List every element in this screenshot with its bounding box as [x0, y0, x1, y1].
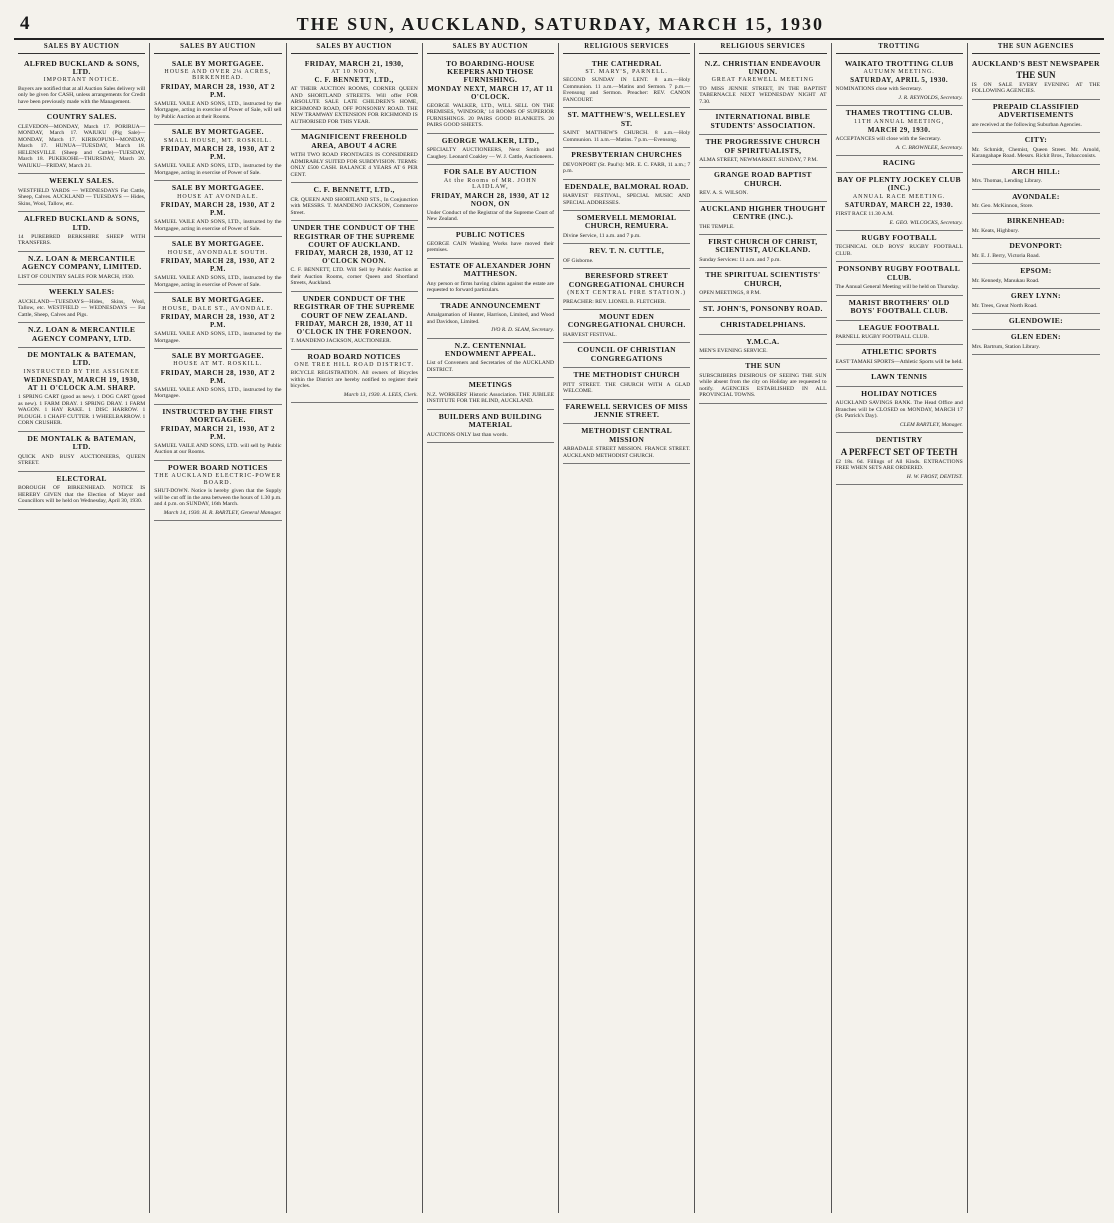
ad-date: FRIDAY, MARCH 28, 1930, AT 2 P.M. [160, 313, 276, 330]
column-heading: SALES BY AUCTION [427, 43, 554, 54]
ad-title: CHRISTADELPHIANS. [720, 320, 806, 330]
ad-title: BUILDERS AND BUILDING MATERIAL [438, 411, 543, 430]
ad-title: TO BOARDING-HOUSE KEEPERS AND THOSE FURNISHING. [446, 58, 535, 85]
advertisement [18, 432, 145, 472]
ad-title: ST. JOHN'S, PONSONBY ROAD. [703, 303, 823, 313]
ad-body: Mr. Trees, Great North Road. [971, 302, 1038, 309]
ad-title: FOR SALE BY AUCTION [443, 167, 537, 177]
ad-title: THE CATHEDRAL [591, 58, 662, 68]
ad-signature: E. GEO. WILCOCKS, Secretary. [889, 219, 963, 226]
ad-body: REV. A. S. WILSON. [699, 190, 748, 197]
ad-title: PUBLIC NOTICES [455, 229, 525, 239]
ad-body: Mr. Geo. McKinnon, Store. [971, 202, 1034, 209]
ad-body: The Annual General Meeting will be held on Thursday. [835, 284, 960, 291]
ad-title: FIRST CHURCH OF CHRIST, SCIENTIST, AUCKLAND. [708, 237, 818, 255]
advertisement [427, 378, 554, 409]
ad-body: AUCKLAND SAVINGS BANK. The Head Office and Branches will be CLOSED on MONDAY, MARCH 17 (St. Patrick's Day). [835, 400, 963, 420]
advertisement [699, 268, 826, 301]
ad-body: £2 18s. 6d. Fillings of All Kinds. EXTRACTIONS FREE WHEN SETS ARE ORDERED. [835, 458, 963, 472]
advertisement [18, 212, 145, 252]
ad-date: FRIDAY, MARCH 21, 1930, AT 2 P.M. [160, 424, 276, 441]
ad-body: Divine Service, 11 a.m. and 7 p.m. [563, 232, 641, 239]
advertisement [699, 135, 826, 168]
advertisement [563, 211, 690, 244]
advertisement [427, 57, 554, 134]
ad-body: ACCEPTANCES will close with the Secretary. [835, 136, 941, 143]
ad-date: MARCH 29, 1930. [867, 126, 931, 135]
ad-body: GEORGE CAIN Washing Works have moved their premises. [426, 240, 554, 254]
advertisement [291, 221, 418, 292]
column-3 [287, 43, 423, 1213]
ad-subtitle: AT 10 NOON, [331, 68, 378, 75]
ad-title: SALE BY MORTGAGEE. [171, 239, 264, 249]
ad-title: THE SPIRITUAL SCIENTISTS' CHURCH, [705, 270, 821, 288]
ad-title: AUCKLAND HIGHER THOUGHT CENTRE (INC.). [700, 203, 826, 222]
ad-title: INTERNATIONAL BIBLE STUDENTS' ASSOCIATION. [710, 112, 816, 130]
ad-body: DEVONPORT (St. Paul's): MR. E. C. FARR, 11 a.m.; 7 p.m. [563, 161, 691, 175]
ad-body: Mrs. Bartrum, Station Library. [971, 343, 1041, 350]
advertisement [972, 190, 1100, 215]
ad-body: 1 SPRING CART (good as new). 1 DOG CART (good as new). 1 FARM DRAY. 1 SPRING DRAY. 1 FARM WAGON. 1 HAY RAKE. 1 DISC HARROW. 1 PLOUGH. 1 CHAFF CUTTER. 1 WHEELBARROW. 1 CORN CRUSHER. [18, 394, 146, 427]
ad-subtitle: INSTRUCTED BY THE ASSIGNEE [23, 368, 140, 375]
advertisement [699, 318, 826, 334]
advertisement [972, 165, 1100, 190]
ad-subtitle: ANNUAL RACE MEETING. [852, 193, 946, 200]
ad-title: GLENDOWIE: [1008, 316, 1063, 326]
advertisement [154, 57, 281, 126]
masthead-spacer [1091, 18, 1096, 35]
ad-title: THE METHODIST CHURCH [573, 370, 680, 380]
advertisement [563, 343, 690, 368]
advertisement [836, 156, 963, 172]
ad-title: METHODIST CENTRAL MISSION [581, 426, 673, 444]
ad-title: ELECTORAL [56, 473, 107, 483]
ad-body: WITH TWO ROAD FRONTAGES IS CONSIDERED ADMIRABLY SUITED FOR SUBDIVISION. TERMS: ONLY £500 CASH. BALANCE 4 YEARS AT 6 PER CENT. [290, 152, 418, 178]
ad-body: SUBSCRIBERS DESIROUS OF SEEING THE SUN while absent from the city on Holiday are requested to notify. AGENCIES ESTABLISHED IN ALL PROVINCIAL TOWNS. [699, 372, 827, 399]
ad-body: PARNELL RUGBY FOOTBALL CLUB. [835, 333, 929, 340]
ad-body: HARVEST FESTIVAL, SPECIAL MUSIC AND SPECIAL ADDRESSES. [563, 193, 691, 206]
ad-body: BOROUGH OF BIRKENHEAD. NOTICE IS HEREBY GIVEN that the Election of Mayor and Councillors will be held on Wednesday, April 30, 1930. [18, 485, 146, 504]
ad-title: ALFRED BUCKLAND & SONS, LTD. [23, 58, 140, 76]
ad-body: Mr. Keats, Highbury. [971, 227, 1020, 234]
ad-signature: A. C. BROWNLEE, Secretary. [895, 144, 963, 151]
ad-headline: A PERFECT SET OF TEETH [840, 446, 958, 457]
page-number: 4 [20, 13, 30, 34]
ad-title: GEORGE WALKER, LTD., [441, 135, 540, 145]
ad-title: FRIDAY, MARCH 21, 1930, [304, 58, 404, 68]
ad-title: THE SUN [745, 361, 781, 371]
column-7 [832, 43, 968, 1213]
ad-body: CLEVEDON—MONDAY, March 17. PORIRUA—MONDAY, March 17. WAIUKU (Pig Sale)—MONDAY, March 17. KIRIKOPUNI—MONDAY, March 17. HUNUA—TUESDAY, March 18. HELENSVILLE (Sheep and Cattle)—TUESDAY, March 18. PUKEKOHE—THURSDAY, March 20. WAIUKU—FRIDAY, March 21. [18, 123, 146, 169]
ad-subtitle: HOUSE AT AVONDALE. [177, 193, 259, 200]
advertisement [836, 433, 963, 485]
ad-title: BAY OF PLENTY JOCKEY CLUB (INC.) [837, 174, 961, 193]
column-heading: THE SUN AGENCIES [972, 43, 1100, 54]
advertisement [699, 359, 826, 403]
ad-body: QUICK AND BUSY AUCTIONEERS, QUEEN STREET. [18, 453, 146, 467]
ad-title: MAGNIFICENT FREEHOLD AREA, ABOUT 4 ACRE [301, 132, 408, 150]
advertisement [427, 259, 554, 299]
ad-title: SALE BY MORTGAGEE. [171, 295, 264, 305]
advertisement [836, 262, 963, 295]
ad-title: LEAGUE FOOTBALL [858, 322, 940, 332]
ad-title: UNDER THE CONDUCT OF THE REGISTRAR OF THE SUPREME COURT OF AUCKLAND. [293, 223, 416, 249]
ad-title: ALFRED BUCKLAND & SONS, LTD. [23, 214, 140, 232]
ad-body: OF Gisborne. [563, 257, 594, 264]
ad-body: FIRST RACE 11.30 A.M. [835, 211, 894, 218]
ad-title: PRESBYTERIAN CHURCHES [571, 150, 682, 160]
advertisement [563, 368, 690, 399]
ad-body: Sunday Services: 11 a.m. and 7 p.m. [699, 256, 781, 263]
ad-body: Mr. Schmidt, Chemist, Queen Street. Mr. Arnold, Karangahape Road. Messrs. Rickit Bros., Tobacconists. [971, 146, 1100, 160]
advertisement [427, 410, 554, 443]
ad-title: PREPAID CLASSIFIED ADVERTISEMENTS [992, 101, 1079, 120]
advertisement [18, 323, 145, 348]
advertisement [154, 237, 281, 293]
advertisement [18, 57, 145, 111]
ad-date: FRIDAY, MARCH 28, 1930, AT 2 P.M. [160, 201, 276, 218]
advertisement [18, 285, 145, 323]
ad-title: MEETINGS [468, 380, 513, 390]
ad-signature: March 13, 1930. A. LEES, Clerk. [343, 391, 418, 398]
ad-date: FRIDAY, MARCH 28, 1930, AT 12 O'CLOCK NOON. [294, 249, 414, 266]
column-1 [14, 43, 150, 1213]
ad-body: WESTFIELD YARDS — WEDNESDAYS Fat Cattle, Sheep, Calves. AUCKLAND — TUESDAYS — Hides, Skins, Wool, Tallow, etc. [18, 187, 146, 207]
ad-title: MOUNT EDEN CONGREGATIONAL CHURCH. [567, 312, 686, 330]
ad-body: HARVEST FESTIVAL. [563, 331, 617, 338]
column-4 [423, 43, 559, 1213]
advertisement [427, 165, 554, 227]
ad-body: SAINT MATTHEW'S CHURCH. 8 a.m.—Holy Communion. 11 a.m.—Matins. 7 p.m.—Evensong. [563, 130, 691, 143]
advertisement [18, 252, 145, 285]
ad-title: THE PROGRESSIVE CHURCH OF SPIRITUALISTS, [705, 137, 821, 155]
ad-body: Mrs. Thomas, Lending Library. [971, 178, 1043, 185]
ad-date: SATURDAY, MARCH 22, 1930. [844, 201, 954, 210]
ad-title: DE MONTALK & BATEMAN, LTD. [27, 433, 136, 452]
ad-body: OPEN MEETINGS, 8 P.M. [699, 290, 761, 297]
ad-body: Mr. Kennedy, Manukau Road. [971, 277, 1040, 284]
ad-body: Any person or firms having claims against the estate are requested to forward particulars. [426, 280, 554, 294]
ad-body: SECOND SUNDAY IN LENT. 8 a.m.—Holy Communion. 11 a.m.—Matins and Sermon. 7 p.m.—Evensong and Sermon. Preacher: REV. CANON FANCOURT. [563, 77, 691, 103]
ad-date: SATURDAY, APRIL 5, 1930. [850, 76, 949, 85]
ad-subtitle: IMPORTANT NOTICE. [43, 77, 120, 84]
advertisement [291, 57, 418, 131]
advertisement [836, 321, 963, 346]
ad-subtitle: 11TH ANNUAL MEETING, [854, 118, 945, 125]
advertisement [836, 106, 963, 156]
ad-title: C. F. BENNETT, LTD., [313, 185, 395, 195]
ad-date: FRIDAY, MARCH 28, 1930, AT 12 NOON, ON [431, 191, 550, 208]
ad-subtitle: (NEXT CENTRAL FIRE STATION.) [567, 290, 687, 297]
advertisement [836, 387, 963, 433]
ad-body: N.Z. WORKERS' Historic Association. THE JUBILEE INSTITUTE FOR THE BLIND, AUCKLAND. [426, 391, 554, 405]
ad-title: TRADE ANNOUNCEMENT [440, 300, 541, 310]
advertisement [836, 57, 963, 107]
ad-title: ST. MATTHEW'S, WELLESLEY ST. [567, 110, 686, 128]
ad-title: GLEN EDEN: [1010, 332, 1061, 342]
advertisement [154, 461, 281, 521]
ad-title: DENTISTRY [875, 435, 923, 445]
ad-date: MONDAY NEXT, MARCH 17, AT 11 O'CLOCK. [427, 84, 554, 101]
ad-title: BERESFORD STREET CONGREGATIONAL CHURCH [568, 271, 685, 289]
ad-subtitle: ONE TREE HILL ROAD DISTRICT. [294, 361, 414, 368]
ad-signature: J. R. REYNOLDS, Secretary. [898, 94, 963, 101]
advertisement [291, 183, 418, 221]
advertisement [836, 345, 963, 370]
advertisement [972, 133, 1100, 164]
advertisement [563, 108, 690, 148]
ad-body: SAMUEL VAILE AND SONS, LTD., instructed by the Mortgagee, acting in exercise of Power of Sale. [154, 275, 282, 288]
ad-title: FAREWELL SERVICES OF MISS JENNIE STREET. [565, 401, 688, 419]
ad-body: LIST OF COUNTRY SALES FOR MARCH, 1930. [18, 273, 135, 280]
ad-signature: March 14, 1930. H. R. BARTLEY, General Manager. [163, 509, 282, 516]
ad-body: are received at the following Suburban Agencies. [971, 121, 1082, 128]
advertisement [699, 335, 826, 360]
advertisement [563, 400, 690, 425]
advertisement [154, 125, 281, 181]
ad-signature: IVO R. D. SLAM, Secretary. [491, 327, 554, 334]
ad-signature: CLEM BARTLEY, Manager. [899, 421, 963, 428]
ad-body: BICYCLE REGISTRATION. All owners of Bicycles within the District are hereby notified to register their bicycles. [290, 370, 418, 390]
advertisement [972, 239, 1100, 264]
ad-body: EAST TAMAKI SPORTS—Athletic Sports will be held. [835, 358, 963, 365]
advertisement [836, 173, 963, 231]
column-5 [559, 43, 695, 1213]
ad-body: AUCTIONS ONLY last than words. [426, 431, 508, 438]
newspaper-title: THE SUN, AUCKLAND, SATURDAY, MARCH 15, 1930 [296, 14, 825, 34]
ad-title: WEEKLY SALES. [49, 176, 115, 186]
ad-subtitle: THE AUCKLAND ELECTRIC-POWER BOARD. [154, 473, 282, 486]
ad-date: FRIDAY, MARCH 28, 1930, AT 2 P.M. [160, 145, 276, 162]
ad-body: ARBADALE STREET MISSION. FRANCE STREET. AUCKLAND METHODIST CHURCH. [563, 446, 691, 459]
advertisement [699, 302, 826, 318]
column-6 [695, 43, 831, 1213]
advertisement [563, 310, 690, 343]
ad-body: Under Conduct of the Registrar of the Supreme Court of New Zealand. [426, 209, 554, 223]
ad-body: TECHNICAL OLD BOYS' RUGBY FOOTBALL CLUB. [835, 244, 963, 257]
ad-subtitle: HOUSE AND OVER 2¼ ACRES, BIRKENHEAD. [164, 68, 272, 82]
ad-body: SAMUEL VAILE AND SONS, LTD., instructed by the Mortgagee. [154, 331, 282, 344]
advertisement [563, 244, 690, 269]
ad-body: SPECIALTY AUCTIONEERS, Next Smith and Caughey. Leonard Coakley — W. J. Cattle, Auctioneers. [426, 147, 554, 160]
ad-date: WEDNESDAY, MARCH 19, 1930, AT 11 O'CLOCK A.M. SHARP. [23, 376, 140, 393]
ad-title: N.Z. CENTENNIAL ENDOWMENT APPEAL. [444, 340, 536, 359]
ad-body: ALMA STREET, NEWMARKET. SUNDAY, 7 P.M. [699, 156, 818, 163]
ad-title: AUCKLAND'S BEST NEWSPAPER [971, 58, 1100, 68]
ad-subtitle: AUTUMN MEETING. [863, 68, 935, 75]
advertisement [563, 424, 690, 464]
advertisement [18, 174, 145, 212]
ad-body: Amalgamation of Hunter, Harrison, Limited, and Wood and Davidson, Limited. [426, 312, 554, 325]
ad-title: SALE BY MORTGAGEE. [171, 183, 264, 193]
ad-headline: THE SUN [1016, 69, 1056, 80]
ad-body: CR. QUEEN AND SHORTLAND STS., In Conjunction with MESSRS. T. MANDENO JACKSON, Commerce Street. [290, 196, 418, 216]
ad-title: COUNCIL OF CHRISTIAN CONGREGATIONS [577, 345, 676, 363]
ad-date: C. F. BENNETT, LTD., [314, 76, 394, 85]
ad-title: SALE BY MORTGAGEE. [171, 58, 264, 68]
column-heading: RELIGIOUS SERVICES [563, 43, 690, 54]
ad-signature: H. W. FROST, DENTIST. [906, 473, 963, 480]
ad-title: ROAD BOARD NOTICES [307, 351, 401, 361]
ad-date: FRIDAY, MARCH 28, 1930, AT 2 P.M. [160, 82, 276, 99]
advertisement [154, 293, 281, 349]
advertisement [972, 214, 1100, 239]
ad-title: UNDER CONDUCT OF THE REGISTRAR OF THE SUPREME COURT OF NEW ZEALAND. [293, 293, 415, 320]
column-heading: SALES BY AUCTION [291, 43, 418, 54]
ad-body: AUCKLAND—TUESDAYS—Hides, Skins, Wool, Tallow, etc. WESTFIELD — WEDNESDAYS — Fat Cattle, Sheep, Calves and Pigs. [18, 298, 146, 318]
ad-title: GRANGE ROAD BAPTIST CHURCH. [714, 170, 812, 188]
advertisement [154, 181, 281, 237]
advertisement [699, 235, 826, 268]
ad-body: T. MANDENO JACKSON, AUCTIONEER. [290, 338, 392, 345]
ad-title: SALE BY MORTGAGEE. [171, 351, 264, 361]
advertisement [18, 110, 145, 174]
column-heading: SALES BY AUCTION [154, 43, 281, 54]
column-8 [968, 43, 1104, 1213]
ad-title: ESTATE OF ALEXANDER JOHN MATTHESON. [429, 260, 551, 279]
ad-title: ATHLETIC SPORTS [861, 347, 937, 357]
ad-subtitle: HOUSE, DALE ST., AVONDALE. [162, 305, 274, 312]
ad-body: SAMUEL VAILE AND SONS, LTD., instructed by the Mortgagee. [154, 386, 282, 400]
ad-title: N.Z. LOAN & MERCANTILE AGENCY COMPANY, LIMITED. [21, 253, 142, 272]
advertisement [154, 349, 281, 405]
ad-title: AVONDALE: [1012, 191, 1060, 201]
ad-title: CITY: [1024, 135, 1048, 145]
advertisement [699, 168, 826, 201]
advertisement [563, 269, 690, 310]
ad-title: INSTRUCTED BY THE FIRST MORTGAGEE. [162, 406, 274, 425]
ad-subtitle: HOUSE, AVONDALE SOUTH. [167, 249, 268, 256]
ad-body: THE TEMPLE. [699, 223, 735, 230]
ad-title: GREY LYNN: [1010, 291, 1061, 301]
ad-subtitle: ST. MARY'S, PARNELL. [585, 68, 668, 75]
ad-subtitle: HOUSE AT MT. ROSKILL. [173, 361, 263, 368]
advertisement [427, 134, 554, 165]
ad-title: WAIKATO TROTTING CLUB [844, 58, 954, 68]
advertisement [836, 231, 963, 262]
advertisement [154, 405, 281, 461]
advertisement [291, 292, 418, 350]
advertisement [972, 314, 1100, 330]
advertisement [699, 57, 826, 111]
ad-title: ARCH HILL: [1011, 166, 1061, 176]
ad-body: Mr. E. J. Berry, Victoria Road. [971, 252, 1040, 259]
ad-title: BIRKENHEAD: [1007, 216, 1065, 226]
ad-title: LAWN TENNIS [871, 372, 928, 382]
ad-date: FRIDAY, MARCH 28, 1930, AT 11 O'CLOCK IN THE FORENOON. [295, 320, 414, 337]
ad-title: WEEKLY SALES: [48, 287, 115, 297]
ad-title: DEVONPORT: [1009, 241, 1063, 251]
ad-subtitle: SMALL HOUSE, MT. ROSKILL. [163, 137, 272, 144]
ad-body: IS ON SALE EVERY EVENING AT THE FOLLOWING AGENCIES. [971, 81, 1100, 95]
ad-title: THAMES TROTTING CLUB. [845, 108, 953, 118]
ad-body: GEORGE WALKER, LTD., WILL SELL ON THE PREMISES, 'WINDSOR,' 14 ROOMS OF SUPERIOR FURNISHINGS. 20 PAIRS GOOD BLANKETS. 20 PAIRS GOOD SHEETS. [426, 102, 554, 129]
ad-title: SALE BY MORTGAGEE. [171, 127, 264, 137]
ad-title: MARIST BROTHERS' OLD BOYS' FOOTBALL CLUB. [848, 297, 950, 316]
advertisement [563, 180, 690, 211]
advertisement [563, 57, 690, 109]
advertisement [699, 110, 826, 135]
advertisement [563, 148, 690, 179]
advertisement [291, 130, 418, 183]
column-2 [150, 43, 286, 1213]
ad-body: C. F. BENNETT, LTD. Will Sell by Public Auction at their Auction Rooms, corner Queen and Shortland Streets, Auckland. [290, 267, 418, 287]
advertisement [427, 339, 554, 379]
ad-date: FRIDAY, MARCH 28, 1930, AT 2 P.M. [160, 257, 276, 274]
ad-title: POWER BOARD NOTICES [167, 462, 268, 472]
advertisement [18, 472, 145, 510]
advertisement [972, 264, 1100, 289]
ad-title: EDENDALE, BALMORAL ROAD. [564, 181, 689, 191]
advertisement [972, 330, 1100, 355]
ad-title: REV. T. N. CUTTLE, [589, 246, 665, 256]
column-heading: RELIGIOUS SERVICES [699, 43, 826, 54]
ad-title: RACING [882, 158, 916, 168]
ad-title: COUNTRY SALES. [46, 112, 117, 122]
ad-body: SAMUEL VAILE AND SONS, LTD., instructed by the Mortgagee, acting in exercise of Power of Sale, will sell by Public Auction at their Rooms. [154, 100, 282, 120]
advertisement [427, 299, 554, 339]
advertisement [836, 296, 963, 321]
ad-title: N.Z. CHRISTIAN ENDEAVOUR UNION. [704, 58, 821, 76]
ad-title: RUGBY FOOTBALL [861, 233, 937, 243]
column-heading: SALES BY AUCTION [18, 43, 145, 54]
ad-title: Y.M.C.A. [746, 336, 780, 346]
ad-title: HOLIDAY NOTICES [861, 388, 938, 398]
masthead [14, 14, 1104, 40]
ad-title: PONSONBY RUGBY FOOTBALL CLUB. [838, 264, 961, 282]
advertisement [427, 228, 554, 259]
advertisement [972, 57, 1100, 100]
ad-date: FRIDAY, MARCH 28, 1930, AT 2 P.M. [160, 368, 276, 385]
advertisement [18, 348, 145, 432]
columns [14, 43, 1104, 1213]
ad-title: SOMERVELL MEMORIAL CHURCH, REMUERA. [576, 213, 677, 231]
ad-body: SAMUEL VAILE AND SONS, LTD., instructed by the Mortgagee, acting in exercise of Power of Sale. [154, 219, 282, 232]
ad-subtitle: At the Rooms of MR. JOHN LAIDLAW, [443, 177, 537, 191]
ad-body: TO MISS JENNIE STREET, IN THE BAPTIST TABERNACLE NEXT WEDNESDAY NIGHT AT 7.30. [699, 85, 827, 105]
advertisement [972, 289, 1100, 314]
advertisement [699, 202, 826, 235]
advertisement [291, 350, 418, 404]
advertisement [972, 100, 1100, 133]
ad-body: NOMINATIONS close with Secretary. [835, 86, 923, 93]
advertisement [836, 370, 963, 386]
ad-body: SAMUEL VAILE AND SONS, LTD., instructed by the Mortgagee, acting in exercise of Power of Sale. [154, 163, 282, 176]
ad-subtitle: GREAT FAREWELL MEETING [711, 77, 815, 84]
ad-body: Buyers are notified that at all Auction Sales delivery will only be given for CASH, unless arrangements for Credit have been previously made with the Management. [18, 85, 146, 105]
ad-body: SAMUEL VAILE AND SONS, LTD. will sell by Public Auction at our Rooms. [154, 442, 282, 456]
ad-body: PREACHER: REV. LIONEL B. FLETCHER. [563, 298, 667, 305]
ad-body: List of Conveners and Secretaries of the AUCKLAND DISTRICT. [426, 360, 554, 373]
ad-body: MEN'S EVENING SERVICE. [699, 347, 768, 354]
ad-title: EPSOM: [1020, 266, 1052, 276]
ad-title: DE MONTALK & BATEMAN, LTD. [27, 349, 136, 368]
ad-title: N.Z. LOAN & MERCANTILE AGENCY COMPANY, LTD. [28, 325, 136, 343]
ad-body: 14 PUREBRED BERKSHIRE SHEEP WITH TRANSFERS. [18, 233, 146, 247]
ad-body: PITT STREET. THE CHURCH WITH A GLAD WELCOME. [563, 381, 691, 395]
ad-body: AT THEIR AUCTION ROOMS, CORNER QUEEN AND SHORTLAND STREETS. Will offer FOR ABSOLUTE SALE LATE CHILDREN'S HOME, RICHMOND ROAD, OFF PONSONBY ROAD. THE NEW TRAMWAY EXTENSION FOR RICHMOND IS AUTHORISED FOR THIS YEAR. [290, 86, 418, 125]
column-heading: TROTTING [836, 43, 963, 54]
ad-body: SHUT-DOWN. Notice is hereby given that the Supply will be cut off in the area between the hours of 1.30 p.m. and 4 p.m. on SUNDAY, 16th March. [154, 488, 282, 508]
